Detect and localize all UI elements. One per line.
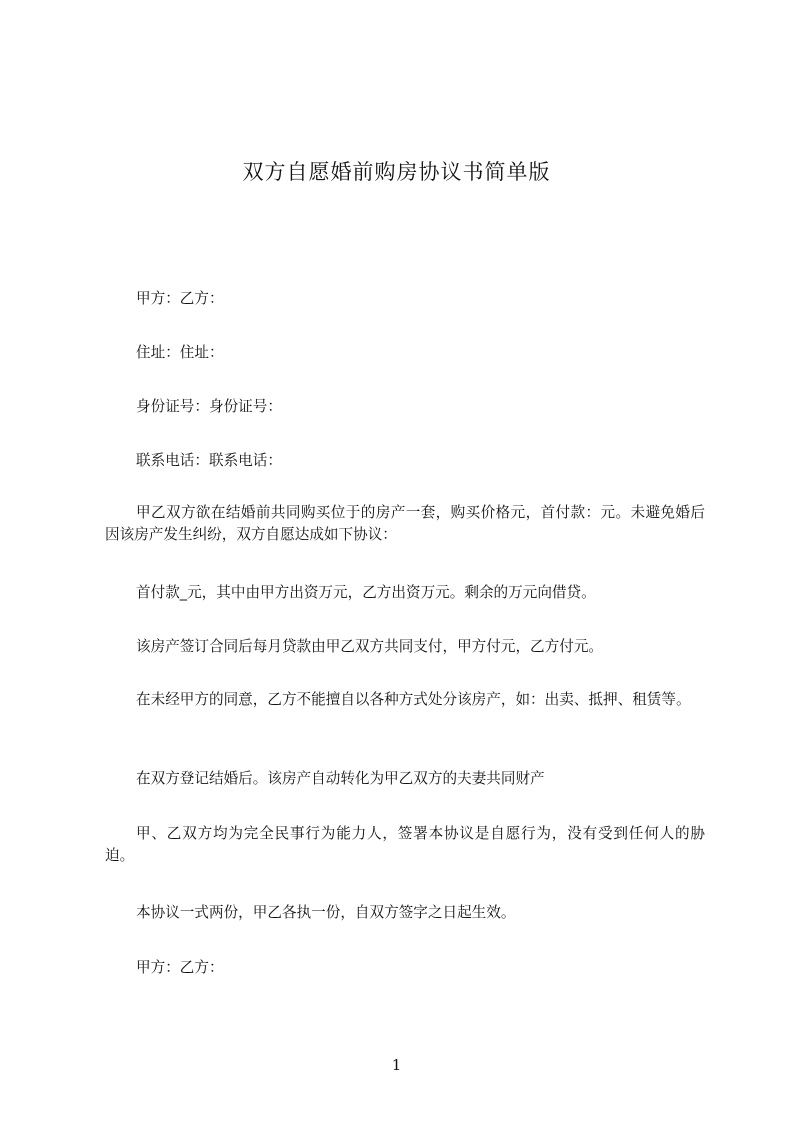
signature-line: 甲方：乙方： [136,959,224,976]
document-title: 双方自愿婚前购房协议书简单版 [242,160,551,185]
id-number-line: 身份证号：身份证号： [136,398,282,415]
agreement-intro-paragraph: 甲乙双方欲在结婚前共同购买位于的房产一套，购买价格元，首付款：元。未避免婚后因该房产发生纠纷，双方自愿达成如下协议： [105,504,705,543]
phone-line: 联系电话：联系电话： [136,452,282,469]
party-names-line: 甲方：乙方： [136,290,224,307]
marital-property-clause: 在双方登记结婚后。该房产自动转化为甲乙双方的夫妻共同财产 [136,770,545,787]
address-line: 住址：住址： [136,344,224,361]
page-number: 1 [391,1056,402,1074]
capacity-statement-clause: 甲、乙双方均为完全民事行为能力人，签署本协议是自愿行为，没有受到任何人的胁迫。 [105,825,705,864]
down-payment-clause: 首付款_元，其中由甲方出资万元，乙方出资万元。剩余的万元向借贷。 [136,584,596,601]
copies-effect-clause: 本协议一式两份，甲乙各执一份，自双方签字之日起生效。 [136,904,516,921]
disposal-restriction-clause: 在未经甲方的同意，乙方不能擅自以各种方式处分该房产，如：出卖、抵押、租赁等。 [136,691,691,708]
monthly-payment-clause: 该房产签订合同后每月贷款由甲乙双方共同支付，甲方付元，乙方付元。 [136,638,604,655]
